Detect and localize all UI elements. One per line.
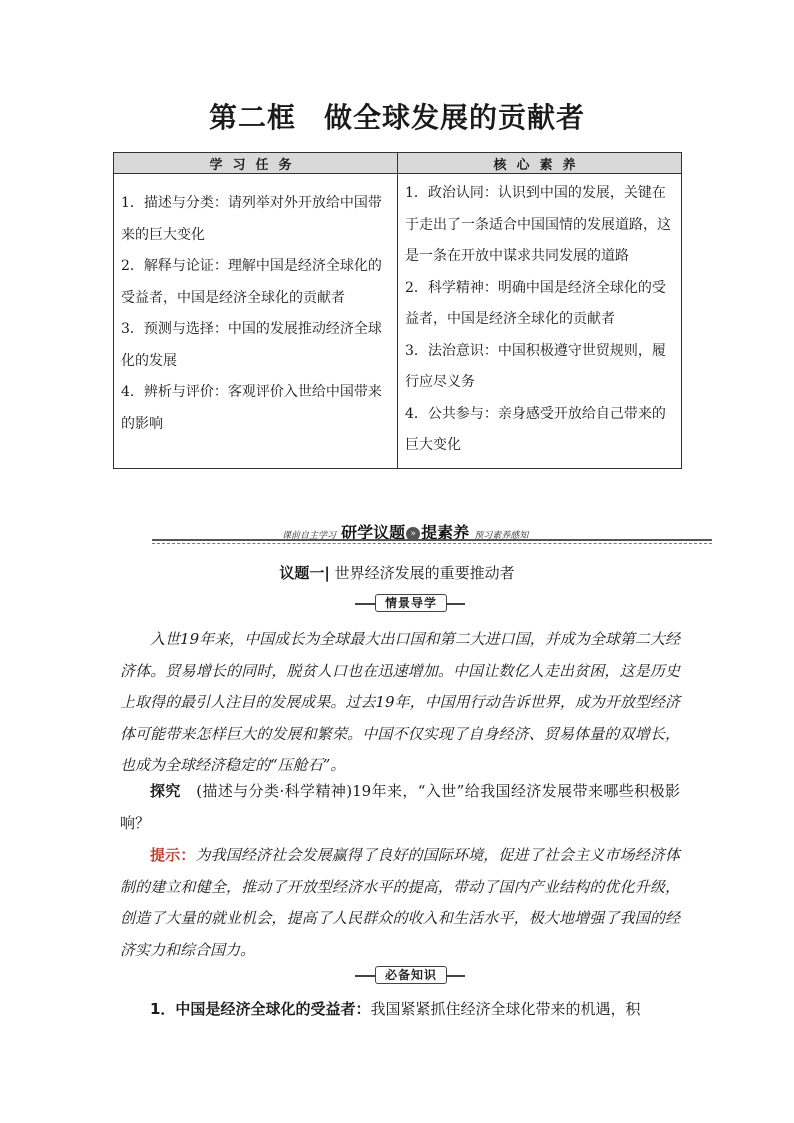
knowledge-tag — [355, 968, 465, 984]
explore-text: (描述与分类·科学精神)19年来，“入世”给我国经济发展带来哪些积极影响？ — [120, 782, 680, 832]
header-core-literacy: 核心素养 — [398, 153, 682, 174]
topic-text: 世界经济发展的重要推动者 — [334, 564, 515, 582]
scene-tag-label: 情景导学 — [375, 594, 447, 612]
core-literacy-cell — [398, 174, 682, 469]
title-part1: 第二框 — [208, 101, 296, 134]
hint-paragraph — [120, 840, 680, 966]
topic-label: 议题一| — [279, 564, 330, 582]
literacy-item: 4．公共参与：亲身感受开放给自己带来的巨大变化 — [405, 405, 666, 453]
hint-text: 为我国经济社会发展赢得了良好的国际环境，促进了社会主义市场经济体制的建立和健全，推动了开放型经济水平的提高，带动了国内产业结构的优化升级，创造了大量的就业机会，提高了人民群众的收入和生活水平，极大地增强了我国的经济实力和综合国力。 — [120, 846, 680, 959]
task-item: 1．描述与分类：请列举对外开放给中国带来的巨大变化 — [121, 195, 382, 243]
knowledge-label: 1．中国是经济全球化的受益者： — [150, 1000, 371, 1018]
task-item: 3．预测与选择：中国的发展推动经济全球化的发展 — [121, 321, 382, 369]
knowledge-text: 我国紧紧抓住经济全球化带来的机遇，积 — [370, 1000, 641, 1018]
explore-paragraph — [120, 776, 680, 839]
knowledge-tag-label: 必备知识 — [375, 966, 447, 984]
banner-dashed-rule — [152, 543, 712, 544]
explore-label: 探究 — [150, 782, 181, 800]
task-item: 4．辨析与评价：客观评价入世给中国带来的影响 — [121, 384, 382, 432]
scene-tag — [355, 596, 465, 612]
topic-heading — [0, 562, 794, 583]
banner-rule — [152, 539, 712, 541]
task-item: 2．解释与论证：理解中国是经济全球化的受益者，中国是经济全球化的贡献者 — [121, 258, 382, 306]
learning-tasks-cell — [114, 174, 398, 469]
page-title — [0, 96, 794, 136]
literacy-item: 2．科学精神：明确中国是经济全球化的受益者，中国是经济全球化的贡献者 — [405, 279, 666, 327]
double-arrow-icon: » — [406, 527, 420, 541]
knowledge-paragraph — [120, 994, 680, 1026]
scene-paragraph: 入世19年来，中国成长为全球最大出口国和第二大进口国，并成为全球第二大经济体。贸易增长的同时，脱贫人口也在迅速增加。中国让数亿人走出贫困，这是历史上取得的最引人注目的发展成果。过去19年，中国用行动告诉世界，成为开放型经济体可能带来怎样巨大的发展和繁荣。中国不仅实现了自身经济、贸易体量的双增长，也成为全球经济稳定的“压舱石”。 — [120, 630, 680, 774]
banner-left-small: 课前自主学习 — [282, 531, 337, 541]
banner-title-1: 研学议题 — [341, 523, 406, 542]
literacy-item: 3．法治意识：中国积极遵守世贸规则，履行应尽义务 — [405, 342, 666, 390]
header-learning-tasks: 学习任务 — [114, 153, 398, 174]
goals-table — [113, 152, 682, 469]
literacy-item: 1．政治认同：认识到中国的发展，关键在于走出了一条适合中国国情的发展道路，这是一条在开放中谋求共同发展的道路 — [405, 185, 671, 264]
banner-title-2: 提素养 — [421, 523, 470, 542]
banner-right-small: 预习素养感知 — [474, 531, 529, 541]
section-banner — [152, 520, 712, 548]
hint-label: 提示： — [150, 846, 196, 864]
title-part2: 做全球发展的贡献者 — [324, 101, 586, 134]
